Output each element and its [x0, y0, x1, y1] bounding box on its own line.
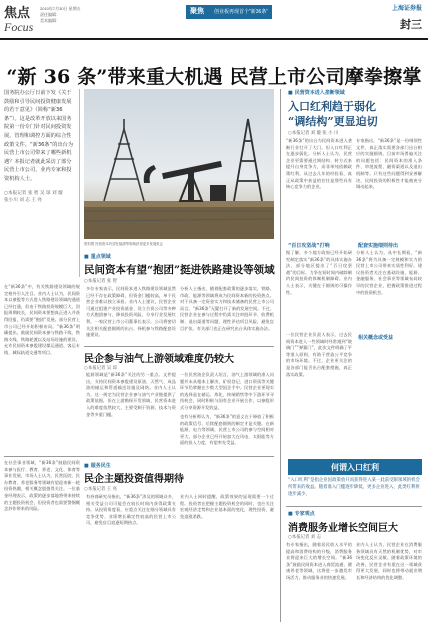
- article-byline: ○本报记者 张 智: [84, 279, 117, 284]
- article-byline: ○本报记者 刘 志: [288, 535, 321, 540]
- column-divider: [280, 89, 281, 622]
- edition-line: 2010年7月30日 星期五: [40, 6, 81, 11]
- article-column: “新36条”的出台为民间资本进入垄断行业打开了大门，但入口红利正在逐步弱化。分析人士认为，民营企业更需要通过调结构、转方式来提升自身竞争力，而非单纯依赖政策红利。从过去几年的经验看，真正从政策中获益的往往是那些具有核心竞争力的企业。: [286, 138, 352, 190]
- edition-info: [40, 6, 100, 24]
- page-header: [0, 0, 428, 40]
- article-title-line: “调结构”更显迫切: [288, 115, 378, 128]
- intro-box: [4, 89, 80, 277]
- article-title: 民间资本有望“抱团”挺进铁路建设等领域: [84, 264, 275, 276]
- explainer-text: “入口红利”是指企业因政策放开而获得进入某一此前受限领域的机会所带来的收益。随着准入门槛逐步降低，更多企业进入，此类红利将逐步减少。: [288, 478, 420, 497]
- article-column: 据了解，多个地方政府已经开始研究制定落实“新36条”的具体实施办法，部分地区提出了“百日攻坚战”的目标，力争在短时间内破除制约民间投资的体制机制障碍。业内人士表示，关键在于细则的可操作性。: [286, 250, 352, 295]
- edition-line: 责任编辑：: [40, 12, 60, 17]
- section-tag: ■ 民营资本进入垄断领域: [288, 89, 345, 96]
- article-column: 能源领域是“新36条”关注的另一重点。文件提出，支持民间资本参股建设原油、天然气、成品油的储运和管道输送设施及网络。业内人士认为，这一规定为民营企业参与油气产业链提供了政策依据，但在上游勘探开发领域，民营资本进入的难度依然较大，主要受制于资源、技术与资金等多重门槛。: [86, 372, 176, 417]
- divider: [286, 506, 422, 507]
- article-title: 民企主题投资值得期待: [84, 474, 184, 485]
- article-column: 也有分析师认为，“新36条”的意义在于释放了积极的政策信号，后续配套细则的制定才是关键。在新能源、电力等领域，民营上市公司的参与空间相对更大，部分企业已经开始加大在风电、太阳能等方面的投入力度，有望率先受益。: [180, 414, 274, 446]
- article-column: 专家指出，“新36条”是一份纲领性文件，真正落实需要各部门出台相应的实施细则。目前市场普遍关注的问题包括：民间资本的准入条件、审批流程、融资渠道以及退出机制等。只有这些问题得到妥善解决，民间投资的积极性才能被充分调动起来。: [356, 138, 422, 190]
- article-column: 有专家指出，随着居民收入水平的提高和消费结构的升级，消费服务业将迎来巨大的增长空间。“新36条”鼓励民间资本进入商贸流通、健康养老等领域，这将进一步激发市场活力，推动服务业的快速发展。: [286, 542, 352, 580]
- section-tag: ■ 重点领域: [84, 253, 111, 260]
- topic-badge-text: 创业板再现首个"新36条": [214, 9, 269, 15]
- article-title: 消费服务业增长空间巨大: [288, 523, 398, 534]
- article-column: 在“新36条”中，有关铁路建设领域的规定格外引人注目。业内人士认为，民间资本以参股等方式进入铁路建设领域的通道已经打通，但由于铁路投资规模巨大、回报周期较长，民间资本要想真正进入并获得回报，仍需要“抱团”发展。部分民营上市公司已经开始积极布局。“新36条”明确提出，鼓励民间资本参与铁路干线、铁路支线、铁路轮渡以及站场设施的建设，允许民间资本参股建设煤运通道、客运专线、城际轨道交通等项目。: [4, 284, 80, 355]
- article-title-line: 入口红利趋于弱化: [288, 100, 376, 113]
- article-byline: ○本报记者 吴 琼: [84, 366, 117, 371]
- subhead: 相关概念或受益: [358, 335, 394, 341]
- article-byline: ○本报记者 王 亮: [84, 487, 117, 492]
- subhead: 配套实施细则待出: [358, 243, 399, 249]
- page-number: 封三: [400, 18, 422, 31]
- article-column: 有券商研究员指出，“新36条”涉及的领域众多，相关受益公司可能会在较长时间内获得政策支持。从投资角度看，应重点关注在细分领域具有竞争优势、业绩增长确定性较高的民营上市公司，避免盲目追逐短期热点。: [86, 494, 176, 526]
- divider: [4, 456, 274, 457]
- article-column: 一位民营油企负责人坦言，油气上游领域的准入问题并未从根本上解决，矿权登记、进口资质等关键环节仍掌握在少数大型国企手中。民营企业更现实的选择是在储运、炼化、终端销售等中下游环节寻找机会，同时积极与国有企业开展合作，以参股形式分享资源开发收益。: [180, 372, 274, 410]
- divider: [84, 346, 274, 347]
- main-headline: “新 36 条”带来重大机遇 民营上市公司摩拳擦掌: [6, 66, 422, 88]
- article-column: 一位民营企业负责人表示，过去民间资本进入一些领域时经常遇到“玻璃门”“弹簧门”，此次文件明确了平等准入原则，有助于营造公平竞争的市场环境。不过，企业更关注的是各部门能否出台配套措施，真正落实政策。: [286, 332, 352, 377]
- section-tag: ■ 服务民生: [84, 462, 111, 469]
- edition-line: 美术编辑：: [40, 18, 60, 23]
- section-tag: ■ 专家观点: [288, 510, 315, 517]
- article-column: 在社会事业领域，“新36条”鼓励民间资本参与医疗、教育、养老、文化、体育等事业发展。市场人士认为，民营医院、民办教育、养老服务等领域有望迎来新一轮投资热潮，相关概念股值得关注。一位基金经理表示，政策的逐步落地将带来持续的主题投资机会，但投资者也需要警惕概念炒作带来的风险。: [4, 460, 80, 512]
- intro-byline: ○本报记者 张 智 吴 琼 刘 璇 张小川 刘 志 王 亮: [4, 190, 63, 203]
- section-name-en: Focus: [4, 20, 34, 34]
- explainer-band: 何谓入口红利: [288, 459, 422, 475]
- article-column: 业内人士同时提醒，政策效果的显现需要一个过程。投资者在把握主题投资机会的同时，也应关注宏观经济走势和企业基本面的变化，理性投资，避免追涨杀跌。: [180, 494, 274, 519]
- subhead: “百日攻坚战”打响: [288, 243, 330, 249]
- oil-field-photo: [84, 89, 274, 239]
- section-name: 焦点: [4, 6, 31, 21]
- article-column: 分析人士指出，随着配套政策的逐步落实，铁路、市政、能源等领域将成为民间资本新的投资热点。对于具备一定资金实力和技术储备的民营上市公司而言，“新36条”无疑打开了新的发展空间。不过，民营企业在参与过程中仍需关注审批环节、收费机制、退出渠道等问题，理性评估项目风险，避免盲目扩张。有关部门也正在研究出台具体实施办法。: [180, 286, 274, 331]
- article-column: 多位专家表示，民间资本进入铁路建设领域虽然已经不存在政策障碍，但资金门槛较高，单个民营企业难以独立承担。业内人士建议，民营企业可通过组建产业投资基金、设立合资公司等多种方式抱团参与，降低投资风险，分享行业发展红利。一家民营上市公司董事长表示，公司将密切关注相关配套细则的出台，择机参与铁路配套设施建设。: [86, 286, 176, 338]
- topic-badge-key: 聚焦: [190, 7, 204, 15]
- photo-caption: 资料图 民营资本有望在能源等领域获得更多发展机会: [84, 242, 164, 246]
- article-column: 业内人士认为，民营企业在消费服务领域具有天然的机制优势，对市场变化反应灵敏。随着政策环境的改善，民营企业有望在这一领域获得更大发展，同时也将带动就业增长和经济结构的优化调整。: [356, 542, 422, 580]
- paper-name: 上海证券报: [391, 5, 422, 12]
- article-byline: ○本报记者 刘 璇 张 小 川: [288, 131, 339, 136]
- article-column: 分析人士认为，从中长期看，“新36条”将为具备一定规模和实力的民营上市公司带来实质性利好。建议投资者关注在基础设施、能源、金融服务、社会事业等领域布局较早的民营企业，把握政策推进过程中的投资机会。: [356, 250, 422, 295]
- oil-field-illustration: [84, 89, 274, 239]
- intro-text: 国务院办公厅日前下发《关于鼓励和引导民间投资健康发展的若干意见》（简称“新36条”）。这是改革开放以来国务院第一份专门针对民间投资发展、管理和调控方面的综合性政策文件。“新36条”的出台为民营上市公司带来了哪些新机遇？本报记者就此采访了部分民营上市公司、业内专家和投资机构人士。: [4, 90, 74, 182]
- article-title: 民企参与油气上游领域难度仍较大: [84, 354, 234, 365]
